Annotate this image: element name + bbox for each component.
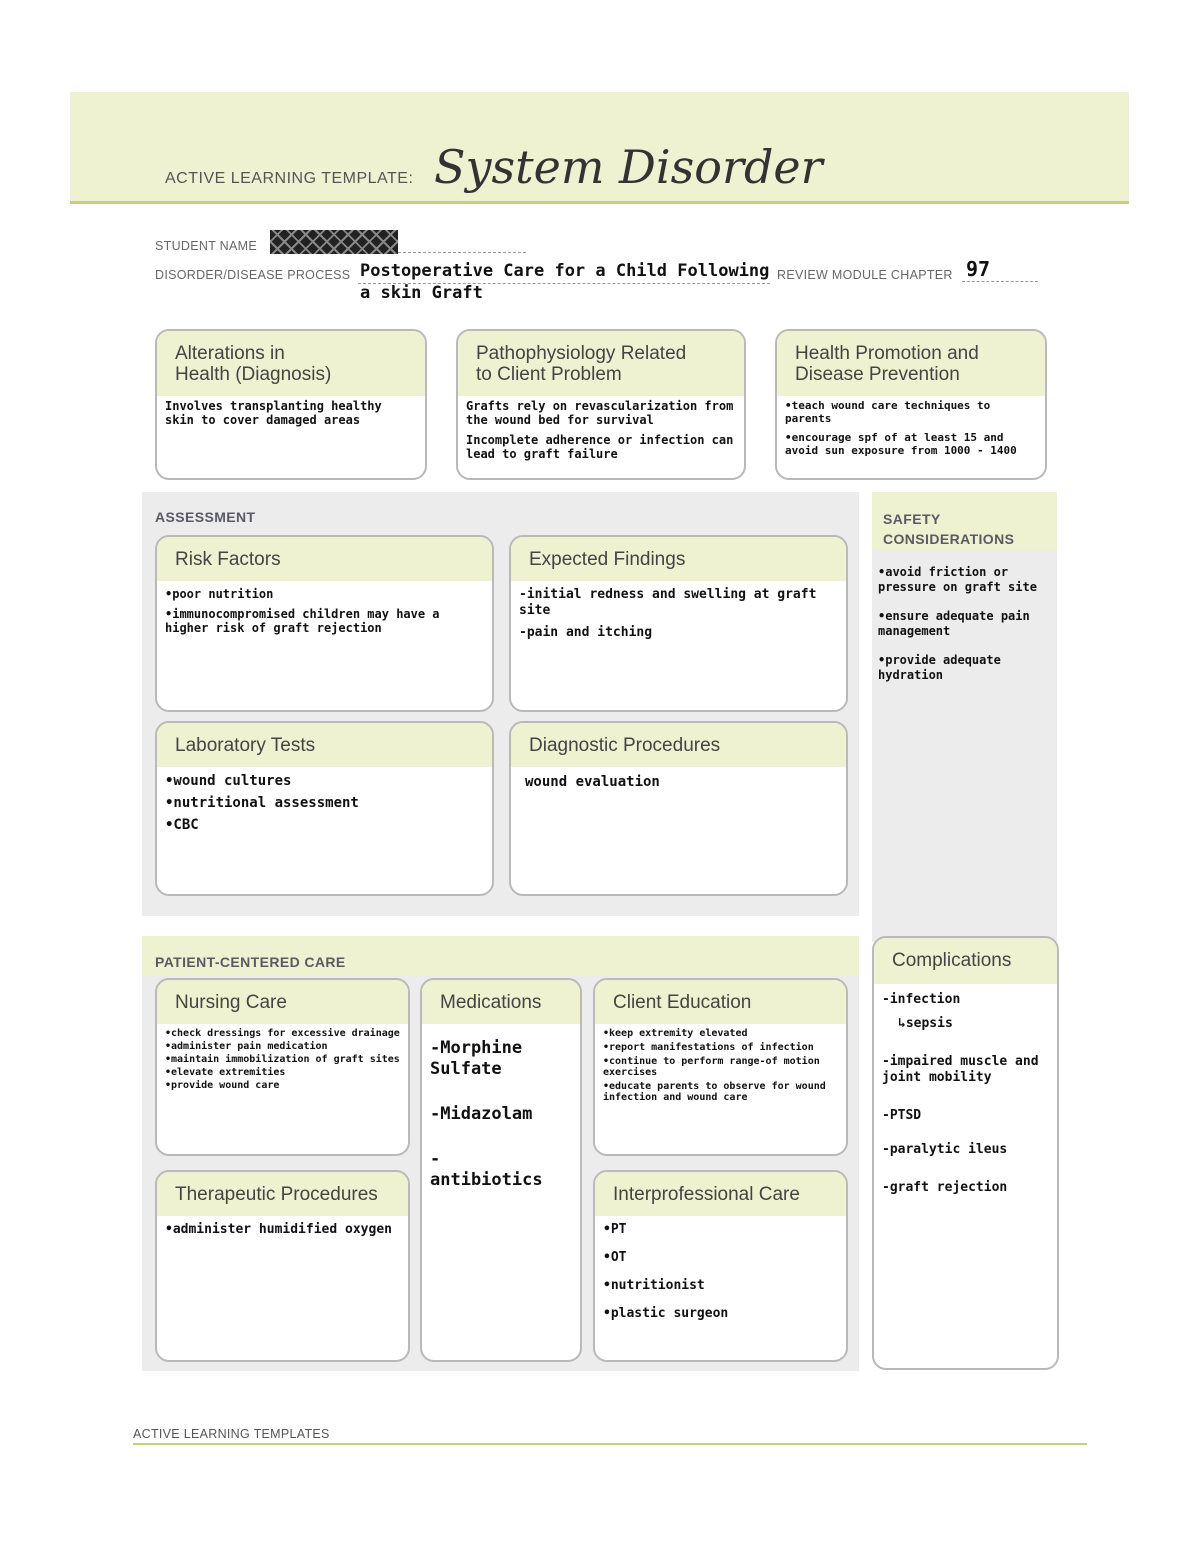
interprofessional-care-box <box>593 1170 848 1362</box>
chapter-line <box>962 281 1038 282</box>
health-promotion-line: •encourage spf of at least 15 and avoid sun exposure from 1000 - 1400 <box>785 431 1017 457</box>
nursing-care-line: •elevate extremities <box>165 1067 286 1078</box>
patient-centered-care-title: PATIENT-CENTERED CARE <box>155 954 346 970</box>
therapeutic-procedures-title: Therapeutic Procedures <box>157 1172 408 1216</box>
expected-findings-line: -pain and itching <box>519 625 653 640</box>
expected-findings-box <box>509 535 848 712</box>
pathophysiology-box <box>456 329 746 480</box>
complications-line: -graft rejection <box>882 1180 1008 1195</box>
laboratory-tests-title: Laboratory Tests <box>157 723 492 767</box>
complications-line: -PTSD <box>882 1108 922 1123</box>
client-education-box <box>593 978 848 1156</box>
diagnostic-procedures-line: wound evaluation <box>525 774 660 790</box>
client-education-line: •report manifestations of infection <box>603 1042 814 1053</box>
nursing-care-box <box>155 978 410 1156</box>
medications-title: Medications <box>422 980 580 1024</box>
expected-findings-title: Expected Findings <box>511 537 846 581</box>
complications-line: ↳sepsis <box>898 1016 953 1031</box>
chapter-value: 97 <box>966 257 991 281</box>
risk-factors-title: Risk Factors <box>157 537 492 581</box>
laboratory-tests-box <box>155 721 494 896</box>
safety-title-line1: SAFETY <box>883 511 941 527</box>
student-name-line <box>398 252 526 253</box>
header-rule <box>70 201 1129 204</box>
risk-factors-box <box>155 535 494 712</box>
health-promotion-line: •teach wound care techniques to parents <box>785 399 991 425</box>
pathophysiology-line: Grafts rely on revascularization from the wound bed for survival <box>466 399 734 427</box>
client-education-line: •educate parents to observe for wound infection and wound care <box>603 1081 826 1103</box>
client-education-line: •continue to perform range-of motion exercises <box>603 1056 820 1078</box>
disorder-value-line1: Postoperative Care for a Child Following <box>360 261 770 281</box>
pathophysiology-title-line2: to Client Problem <box>476 364 622 385</box>
alterations-box <box>155 329 427 480</box>
nursing-care-line: •check dressings for excessive drainage <box>165 1028 400 1039</box>
laboratory-tests-line: •wound cultures <box>165 773 292 789</box>
therapeutic-procedures-line: •administer humidified oxygen <box>165 1222 392 1237</box>
client-education-title: Client Education <box>595 980 846 1024</box>
complications-title: Complications <box>874 938 1057 984</box>
pathophysiology-title-line1: Pathophysiology Related <box>476 343 687 364</box>
complications-line: -infection <box>882 992 961 1007</box>
nursing-care-line: •administer pain medication <box>165 1041 328 1052</box>
redacted-student-name <box>270 230 398 254</box>
nursing-care-line: •maintain immobilization of graft sites <box>165 1054 400 1065</box>
interprofessional-care-line: •PT <box>603 1222 627 1237</box>
student-name-label: STUDENT NAME <box>155 239 257 253</box>
complications-box <box>872 936 1059 1370</box>
disorder-label: DISORDER/DISEASE PROCESS <box>155 268 351 282</box>
interprofessional-care-line: •plastic surgeon <box>603 1306 729 1321</box>
risk-factors-line: •immunocompromised children may have a higher risk of graft rejection <box>165 607 440 635</box>
medications-line: -Morphine Sulfate <box>430 1038 523 1079</box>
template-title: System Disorder <box>434 140 823 194</box>
therapeutic-procedures-box <box>155 1170 410 1362</box>
disorder-value-line2: a skin Graft <box>360 283 483 303</box>
assessment-section-title: ASSESSMENT <box>155 509 256 525</box>
complications-line: -paralytic ileus <box>882 1142 1008 1157</box>
footer-label: ACTIVE LEARNING TEMPLATES <box>133 1427 330 1441</box>
alterations-title-line1: Alterations in <box>175 343 285 364</box>
health-promotion-title-line1: Health Promotion and <box>795 343 979 364</box>
safety-title-line2: CONSIDERATIONS <box>883 531 1015 547</box>
chapter-label: REVIEW MODULE CHAPTER <box>777 268 953 282</box>
client-education-line: •keep extremity elevated <box>603 1028 748 1039</box>
interprofessional-care-line: •OT <box>603 1250 627 1265</box>
laboratory-tests-line: •nutritional assessment <box>165 795 359 811</box>
template-label: ACTIVE LEARNING TEMPLATE: <box>165 170 414 187</box>
risk-factors-line: •poor nutrition <box>165 587 274 601</box>
medications-line: -antibiotics <box>430 1149 543 1190</box>
footer-rule <box>133 1443 1087 1445</box>
safety-line: •provide adequate hydration <box>878 653 1001 682</box>
diagnostic-procedures-box <box>509 721 848 896</box>
diagnostic-procedures-title: Diagnostic Procedures <box>511 723 846 767</box>
medications-box <box>420 978 582 1362</box>
health-promotion-title-line2: Disease Prevention <box>795 364 960 385</box>
safety-body <box>870 562 1058 692</box>
laboratory-tests-line: •CBC <box>165 817 199 833</box>
safety-panel <box>872 492 1057 942</box>
interprofessional-care-title: Interprofessional Care <box>595 1172 846 1216</box>
interprofessional-care-line: •nutritionist <box>603 1278 705 1293</box>
complications-line: -impaired muscle and joint mobility <box>882 1054 1039 1085</box>
safety-line: •avoid friction or pressure on graft site <box>878 565 1037 594</box>
health-promotion-box <box>775 329 1047 480</box>
safety-line: •ensure adequate pain management <box>878 609 1030 638</box>
pathophysiology-line: Incomplete adherence or infection can lead to graft failure <box>466 433 734 461</box>
nursing-care-line: •provide wound care <box>165 1080 280 1091</box>
safety-title <box>883 509 1014 549</box>
nursing-care-title: Nursing Care <box>157 980 408 1024</box>
medications-line: -Midazolam <box>430 1104 533 1124</box>
alterations-line: Involves transplanting healthy skin to cover damaged areas <box>165 399 382 427</box>
alterations-title-line2: Health (Diagnosis) <box>175 364 332 385</box>
expected-findings-line: -initial redness and swelling at graft site <box>519 587 817 618</box>
